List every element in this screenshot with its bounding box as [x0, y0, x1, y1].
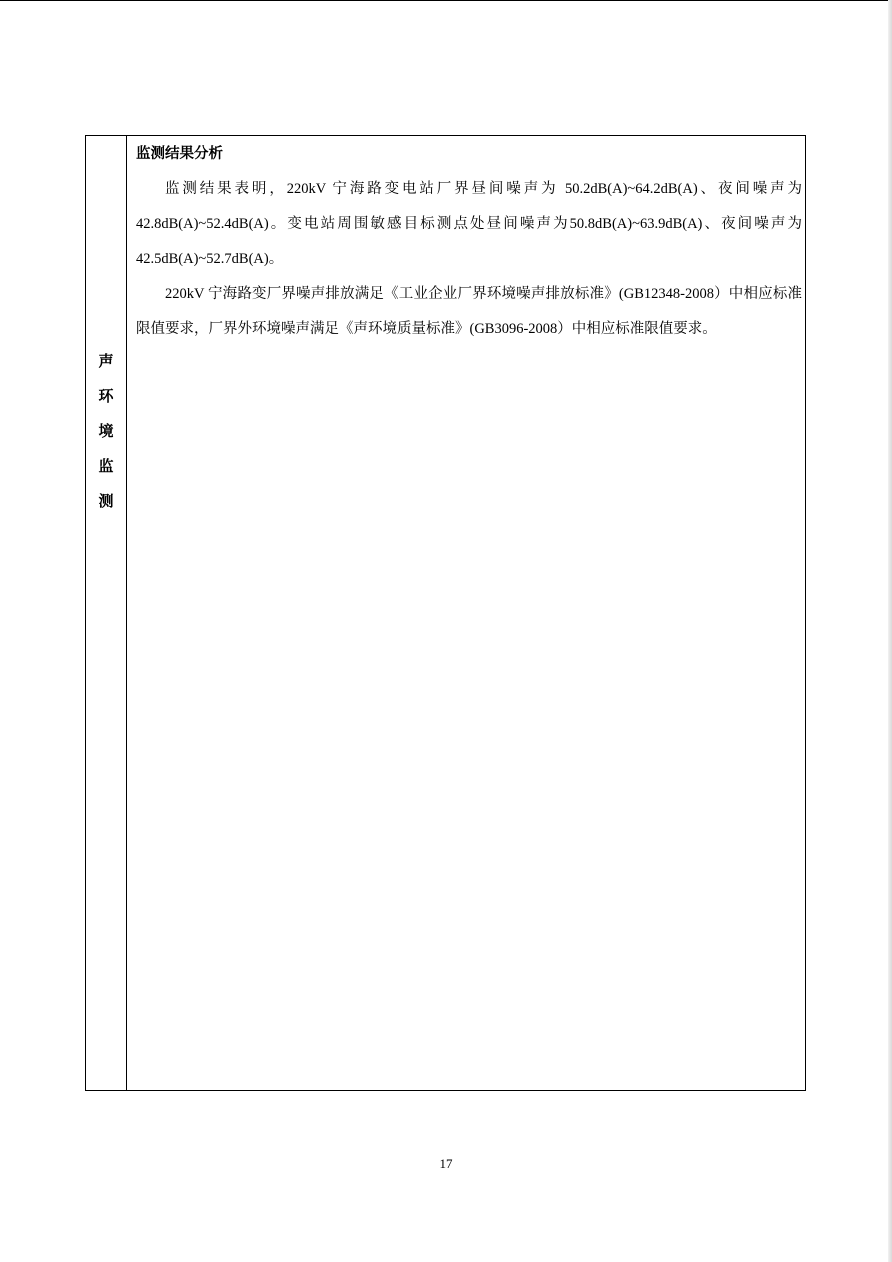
- page-top-border: [0, 0, 892, 1]
- page-number: 17: [439, 1156, 453, 1171]
- conclusion-paragraph: 220kV 宁海路变厂界噪声排放满足《工业企业厂界环境噪声排放标准》(GB12348-2008）中相应标准限值要求，厂界外环境噪声满足《声环境质量标准》(GB3096-2008）中相应标准限值要求。: [136, 286, 802, 337]
- row-label-cell: [86, 136, 127, 1090]
- row-label-char: 声: [98, 352, 114, 370]
- row-label-char: 测: [98, 492, 114, 510]
- row-label-char: 监: [98, 457, 114, 475]
- row-label-char: 境: [98, 422, 114, 440]
- page-right-edge: [888, 0, 892, 1262]
- section-title: 监测结果分析: [136, 146, 223, 162]
- row-label-char: 环: [98, 387, 114, 405]
- monitoring-table: [85, 135, 806, 1091]
- row-label-vertical: [86, 344, 126, 519]
- result-paragraph: 监测结果表明，220kV 宁海路变电站厂界昼间噪声为 50.2dB(A)~64.2dB(A)、夜间噪声为42.8dB(A)~52.4dB(A)。变电站周围敏感目标测点处昼间噪声为50.8dB(A)~63.9dB(A)、夜间噪声为42.5dB(A)~52.7dB(A)。: [136, 181, 802, 267]
